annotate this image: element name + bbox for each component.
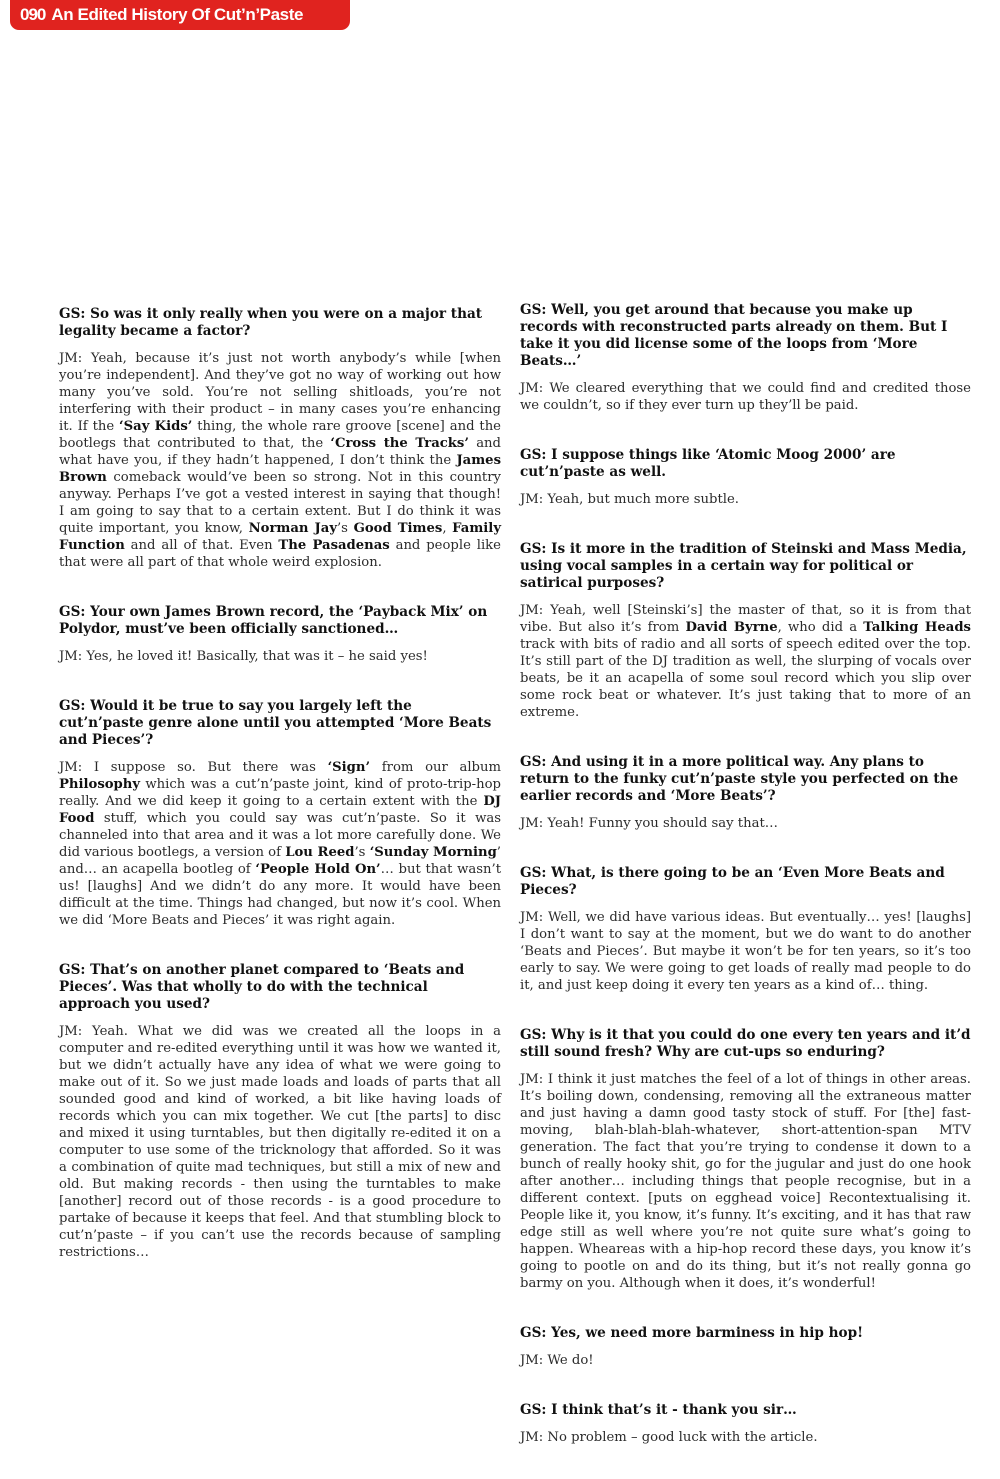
interview-question: GS: I suppose things like ‘Atomic Moog 2000’ are cut’n’paste as well.	[520, 447, 896, 480]
answer-highlight: Good Times	[353, 521, 443, 536]
interview-answer	[520, 1071, 971, 1292]
answer-highlight: ‘Say Kids’	[119, 419, 193, 434]
qa-block	[520, 1027, 971, 1292]
interview-question: GS: That’s on another planet compared to ‘Beats and Pieces’. Was that wholly to do with the technical approach you used?	[59, 962, 465, 1012]
answer-text: JM: Yeah! Funny you should say that…	[520, 816, 778, 831]
answer-highlight: David Byrne	[685, 620, 778, 635]
qa-block	[59, 604, 501, 665]
interview-question: GS: What, is there going to be an ‘Even More Beats and Pieces?	[520, 865, 945, 898]
answer-text: and what have you, if they hadn’t happened, I don’t think the	[59, 436, 501, 468]
answer-text: thing, the whole rare groove [scene] and the bootlegs that contributed to that, the	[59, 419, 501, 451]
left-column	[59, 306, 501, 1294]
interview-question: GS: Well, you get around that because you make up records with reconstructed parts already on them. But I take it you did license some of the loops from ‘More Beats…’	[520, 302, 948, 369]
interview-answer	[520, 491, 971, 508]
answer-highlight: ‘Cross the Tracks’	[330, 436, 469, 451]
right-column	[520, 302, 971, 1479]
interview-question: GS: Why is it that you could do one every ten years and it’d still sound fresh? Why are cut-ups so enduring?	[520, 1027, 971, 1060]
answer-text: … but that wasn’t us! [laughs] And we didn’t do any more. It would have been difficult at the time. Things had changed, but now it’s cool. When we did ‘More Beats and Pieces’ it was right again.	[59, 862, 502, 928]
qa-block	[520, 754, 971, 832]
qa-block	[59, 962, 501, 1261]
section-title: An Edited History Of Cut’n’Paste	[51, 5, 304, 24]
answer-highlight: Family Function	[59, 521, 501, 553]
answer-text: and people like that were all part of that whole weird explosion.	[59, 538, 501, 570]
page-header-tab	[10, 0, 350, 30]
answer-text: JM: I suppose so. But there was	[59, 760, 328, 775]
answer-highlight: ‘Sunday Morning	[369, 845, 497, 860]
answer-highlight: Lou Reed	[285, 845, 355, 860]
answer-highlight: DJ Food	[59, 794, 501, 826]
answer-text: and all of that. Even	[124, 538, 279, 553]
answer-text: ’s	[336, 521, 354, 536]
qa-block	[520, 302, 971, 414]
qa-block	[59, 306, 501, 571]
interview-answer	[59, 350, 501, 571]
interview-question: GS: So was it only really when you were on a major that legality became a factor?	[59, 306, 483, 339]
interview-answer	[59, 648, 501, 665]
interview-question: GS: Is it more in the tradition of Steinski and Mass Media, using vocal samples in a certain way for political or satirical purposes?	[520, 541, 967, 591]
interview-question: GS: Would it be true to say you largely left the cut’n’paste genre alone until you attempted ‘More Beats and Pieces’?	[59, 698, 492, 748]
answer-text: JM: Yes, he loved it! Basically, that was it – he said yes!	[59, 649, 428, 664]
answer-text: JM: Yeah, but much more subtle.	[520, 492, 739, 507]
answer-text: comeback would’ve been so strong. Not in this country anyway. Perhaps I’ve got a vested interest in saying that though! I am going to say that to a certain extent. But I do think it was quite important, you know,	[59, 470, 501, 536]
qa-block	[520, 865, 971, 994]
interview-answer	[520, 909, 971, 994]
interview-question: GS: Yes, we need more barminess in hip hop!	[520, 1325, 864, 1341]
answer-highlight: Norman Jay	[248, 521, 337, 536]
answer-text: ’s	[354, 845, 370, 860]
interview-answer	[520, 380, 971, 414]
answer-text: track with bits of radio and all sorts of speech edited over the top. It’s still part of the DJ tradition as well, the slurping of vocals over beats, be it an acapella of some soul record which you slip over some rock beat or whatever. It’s just taking that to more of an extreme.	[520, 637, 971, 720]
answer-text: JM: I think it just matches the feel of a lot of things in other areas. It’s boiling down, condensing, removing all the extraneous matter and just having a damn good tasty stock of stuff. For [the] fast-moving, blah-blah-blah-whatever, short-attention-span MTV generation. The fact that you’re trying to condense it down to a bunch of really hooky shit, go for the jugular and just do one hook after another… including things that people recognise, but in a different context. [puts on egghead voice] Recontextualising it. People like it, you know, it’s funny. It’s exciting, and it has that raw edge still as well where you’re not quite sure what’s going to happen. Wheareas with a hip-hop record these days, you know it’s going to pootle on and do its thing, but it’s not really gonna go barmy on you. Although when it does, it’s wonderful!	[520, 1072, 971, 1291]
qa-block	[59, 698, 501, 929]
answer-highlight: Talking Heads	[863, 620, 971, 635]
interview-answer	[520, 815, 971, 832]
interview-answer	[59, 759, 501, 929]
qa-block	[520, 447, 971, 508]
answer-text: from our album	[370, 760, 501, 775]
qa-block	[520, 541, 971, 721]
interview-question: GS: Your own James Brown record, the ‘Payback Mix’ on Polydor, must’ve been officially sanctioned…	[59, 604, 488, 637]
answer-text: ’ and… an acapella bootleg of	[59, 845, 501, 877]
answer-text: stuff, which you could say was cut’n’paste. So it was channeled into that area and it was a lot more carefully done. We did various bootlegs, a version of	[59, 811, 501, 860]
answer-text: , who did a	[777, 620, 864, 635]
answer-text: JM: No problem – good luck with the article.	[520, 1430, 818, 1445]
answer-text: JM: We do!	[520, 1353, 594, 1368]
interview-question: GS: And using it in a more political way. Any plans to return to the funky cut’n’paste style you perfected on the earlier records and ‘More Beats’?	[520, 754, 959, 804]
answer-text: which was a cut’n’paste joint, kind of proto-trip-hop really. And we did keep it going to a certain extent with the	[59, 777, 501, 809]
interview-answer	[520, 1429, 971, 1446]
answer-highlight: ‘People Hold On’	[255, 862, 381, 877]
answer-text: JM: Yeah, because it’s just not worth anybody’s while [when you’re independent]. And they’ve got no way of working out how many you’ve sold. You’re not selling shitloads, you’re not interfering with their product – in many cases you’re enhancing it. If the	[59, 351, 501, 434]
interview-question: GS: I think that’s it - thank you sir…	[520, 1402, 797, 1418]
answer-highlight: Philosophy	[59, 777, 141, 792]
answer-highlight: The Pasadenas	[278, 538, 390, 553]
qa-block	[520, 1402, 971, 1446]
interview-answer	[520, 1352, 971, 1369]
answer-text: ,	[442, 521, 453, 536]
qa-block	[520, 1325, 971, 1369]
answer-highlight: ‘Sign’	[327, 760, 371, 775]
page-number: 090	[20, 5, 46, 24]
answer-text: JM: We cleared everything that we could find and credited those we couldn’t, so if they ever turn up they’ll be paid.	[520, 381, 971, 413]
answer-text: JM: Yeah, well [Steinski’s] the master of that, so it is from that vibe. But also it’s from	[520, 603, 971, 635]
answer-text: JM: Well, we did have various ideas. But eventually… yes! [laughs] I don’t want to say at the moment, but we do want to do another ‘Beats and Pieces’. But maybe it won’t be for ten years, so it’s too early to say. We were going to get loads of really mad people to do it, and just keep doing it every ten years as a kind of… thing.	[520, 910, 971, 993]
interview-answer	[520, 602, 971, 721]
answer-text: JM: Yeah. What we did was we created all the loops in a computer and re-edited everything until it was how we wanted it, but we didn’t actually have any idea of what we were going to make out of it. So we just made loads and loads of parts that all sounded good and kind of worked, a bit like having loads of records which you can mix together. We cut [the parts] to disc and mixed it using turntables, but then digitally re-edited it on a computer to use some of the tricknology that afforded. So it was a combination of quite mad techniques, but still a mix of new and old. But making records - then using the turntables to make [another] record out of those records - is a good procedure to partake of because it keeps that feel. And that stumbling block to cut’n’paste – if you can’t use the records because of sampling restrictions…	[59, 1024, 501, 1260]
answer-highlight: James Brown	[59, 453, 501, 485]
interview-answer	[59, 1023, 501, 1261]
